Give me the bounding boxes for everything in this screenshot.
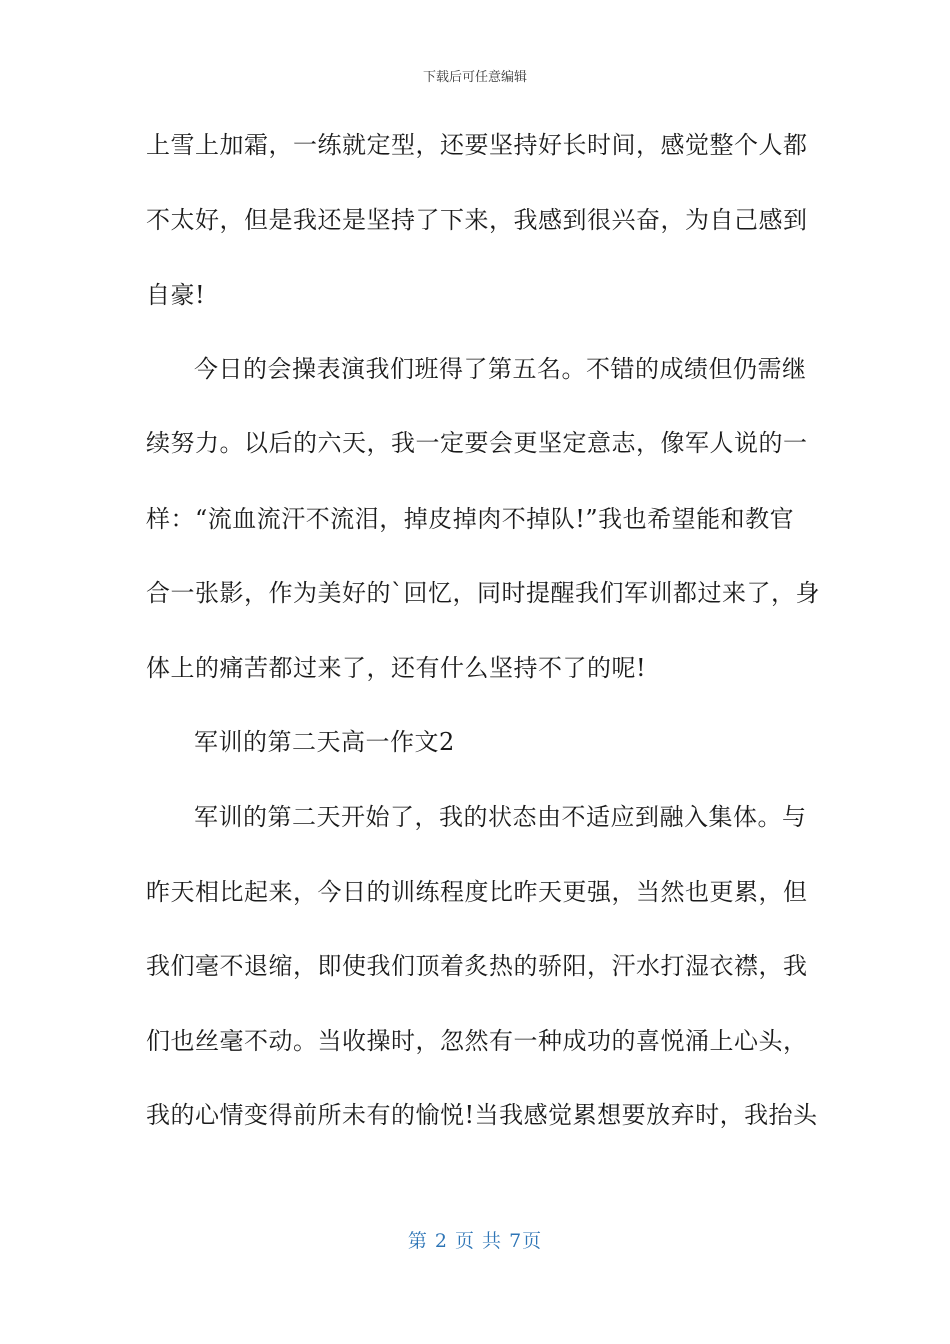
text-line: 不太好，但是我还是坚持了下来，我感到很兴奋，为自己感到 (146, 206, 808, 234)
text-line: 军训的第二天开始了，我的状态由不适应到融入集体。与 (194, 803, 807, 831)
text-line: 自豪! (146, 281, 206, 309)
text-line: 样：“流血流汗不流泪，掉皮掉肉不掉队!”我也希望能和教官 (146, 505, 795, 533)
text-line: 我们毫不退缩，即使我们顶着炙热的骄阳，汗水打湿衣襟，我 (146, 952, 808, 980)
text-line: 体上的痛苦都过来了，还有什么坚持不了的呢! (146, 654, 647, 682)
text-line: 续努力。以后的六天，我一定要会更坚定意志，像军人说的一 (146, 429, 808, 457)
text-line: 今日的会操表演我们班得了第五名。不错的成绩但仍需继 (194, 355, 807, 383)
text-line: 们也丝毫不动。当收操时，忽然有一种成功的喜悦涌上心头， (146, 1027, 808, 1055)
section-heading: 军训的第二天高一作文2 (194, 728, 455, 756)
page-header: 下载后可任意编辑 (422, 70, 527, 85)
text-line: 昨天相比起来，今日的训练程度比昨天更强，当然也更累，但 (146, 878, 808, 906)
text-line: 我的心情变得前所未有的愉悦!当我感觉累想要放弃时，我抬头 (146, 1101, 818, 1129)
text-line: 合一张影，作为美好的`回忆，同时提醒我们军训都过来了，身 (146, 579, 820, 607)
page-number-footer: 第 2 页 共 7页 (407, 1230, 543, 1252)
text-line: 上雪上加霜，一练就定型，还要坚持好长时间，感觉整个人都 (146, 131, 808, 159)
